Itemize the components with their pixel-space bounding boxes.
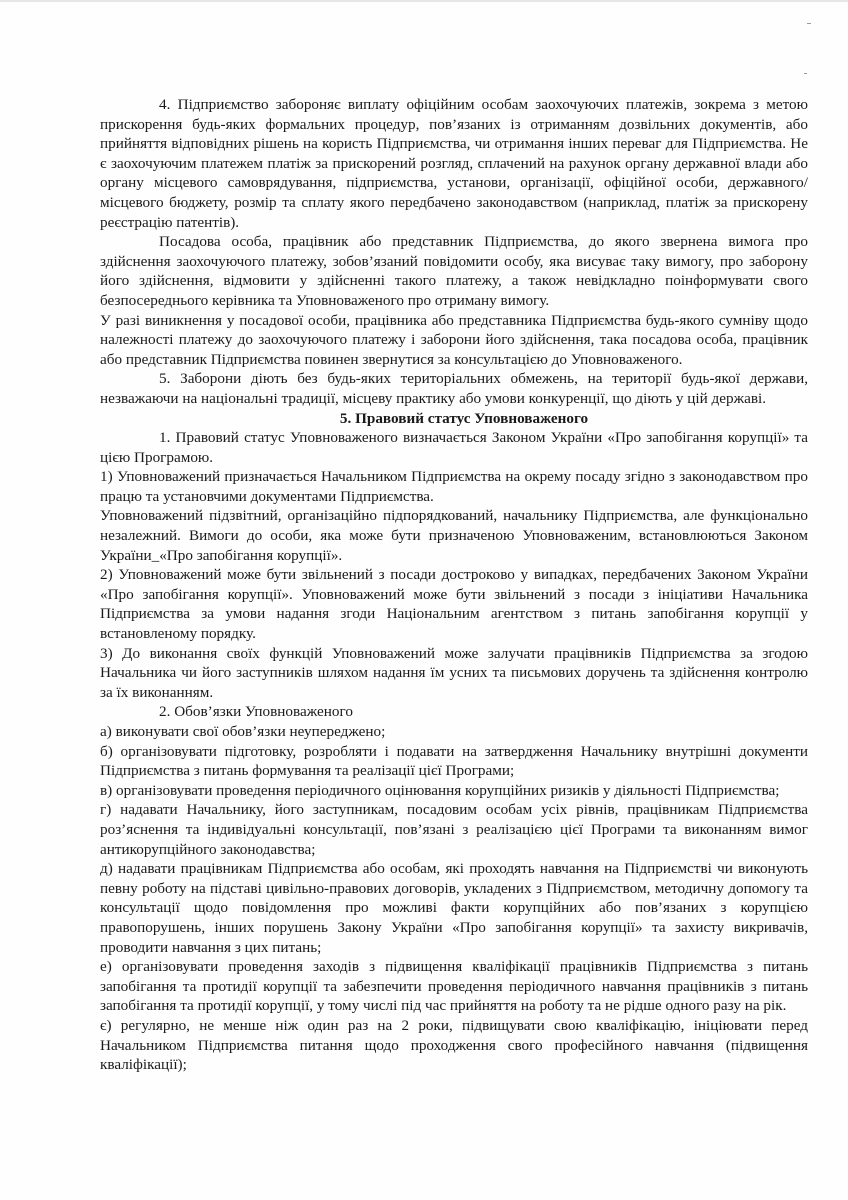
paragraph-official-obligation: Посадова особа, працівник або представник Підприємства, до якого звернена вимога про здійснення заохочуючого платежу, зобов’язаний повідомити особу, яка висуває таку вимогу, про заборону його здійснення, відмовити у здійсненні такого платежу, а також невідкладно поінформувати свого безпосереднього керівника та Уповноваженого про отриману вимогу.: [100, 233, 808, 309]
duty-item-a: а) виконувати свої обов’язки неупереджено;: [100, 723, 386, 740]
duty-item-e: е) організовувати проведення заходів з підвищення кваліфікації працівників Підприємства з питань запобігання та протидії корупції та забезпечити проведення періодичного навчання працівників з питань запобігання та протидії корупції, у тому числі під час прийняття на роботу та не рідше одного разу на рік.: [100, 958, 808, 1015]
scan-edge: [0, 0, 848, 2]
duty-item-ye: є) регулярно, не менше ніж один раз на 2 роки, підвищувати свою кваліфікацію, ініціювати перед Начальником Підприємства питання щодо проходження свого професійного навчання (підвищення кваліфікації);: [100, 1016, 808, 1074]
paragraph-dismissal: 2) Уповноважений може бути звільнений з посади достроково у випадках, передбачених Законом України «Про запобігання корупції». Уповноважений може бути звільнений з посади з ініціативи Начальника Підприємства за умови надання згоди Національним агентством з питань запобігання корупції у встановленому порядку.: [100, 566, 808, 643]
paragraph-appointment: 1) Уповноважений призначається Начальником Підприємства на окрему посаду згідно з законодавством про працю та установчими документами Підприємства.: [100, 468, 808, 505]
duty-item-d: д) надавати працівникам Підприємства або особам, які проходять навчання на Підприємстві чи виконують певну роботу на підставі цивільно-правових договорів, укладених з Підприємством, методичну допомогу та консультації щодо повідомлення про можливі факти корупційних або пов’язаних з корупцією правопорушень, інших порушень Закону України «Про запобігання корупції» та захисту викривачів, проводити навчання з цих питань;: [100, 860, 808, 956]
paragraph-legal-status: 1. Правовий статус Уповноваженого визначається Законом України «Про запобігання корупції» та цією Програмою.: [100, 429, 808, 466]
duty-item-v: в) організовувати проведення періодичного оцінювання корупційних ризиків у діяльності Підприємства;: [100, 781, 780, 799]
paragraph-accountability: Уповноважений підзвітний, організаційно підпорядкований, начальнику Підприємства, але функціонально незалежний. Вимоги до особи, яка може бути призначеною Уповноваженим, встановлюються Законом України_«Про запобігання корупції».: [100, 507, 808, 564]
scan-speck: [804, 73, 807, 74]
paragraph-involvement: 3) До виконання своїх функцій Уповноважений може залучати працівників Підприємства за згодою Начальника чи його заступників шляхом надання їм усних та письмових доручень та здійснення контролю за їх виконанням.: [100, 644, 808, 701]
document-body: [100, 95, 808, 1075]
paragraph-item-4: 4. Підприємство забороняє виплату офіційним особам заохочуючих платежів, зокрема з метою прискорення будь-яких формальних процедур, пов’язаних із отриманням дозвільних документів, або прийняття відповідних рішень на користь Підприємства, чи отримання інших переваг для Підприємства. Не є заохочуючим платежем платіж за прискорений розгляд, сплачений на рахунок органу державної влади або органу місцевого самоврядування, підприємства, установи, організації, офіційної особи, державного/місцевого бюджету, розмір та сплату якого передбачено законодавством (наприклад, платіж за прискорену реєстрацію патентів).: [100, 96, 808, 231]
subsection-duties-heading: 2. Обов’язки Уповноваженого: [159, 703, 353, 721]
section-heading: 5. Правовий статус Уповноваженого: [339, 409, 589, 427]
scan-speck: [807, 23, 811, 24]
paragraph-doubt-consultation: У разі виникнення у посадової особи, працівника або представника Підприємства будь-якого сумніву щодо належності платежу до заохочуючого платежу і заборони його здійснення, така посадова особа, працівник або представник Підприємства повинен звернутися за консультацією до Уповноваженого.: [100, 311, 808, 368]
duty-item-b: б) організовувати підготовку, розробляти і подавати на затвердження Начальнику внутрішні документи Підприємства з питань формування та реалізації цієї Програми;: [100, 742, 808, 780]
duty-item-h: г) надавати Начальнику, його заступникам, посадовим особам усіх рівнів, працівникам Підприємства роз’яснення та індивідуальні консультації, пов’язані з реалізацією цієї Програми та виконанням вимог антикорупційного законодавства;: [100, 801, 808, 858]
paragraph-item-5: 5. Заборони діють без будь-яких територіальних обмежень, на території будь-якої держави, незважаючи на національні традиції, місцеву практику або умови конкуренції, що діють у цій державі.: [100, 370, 808, 407]
